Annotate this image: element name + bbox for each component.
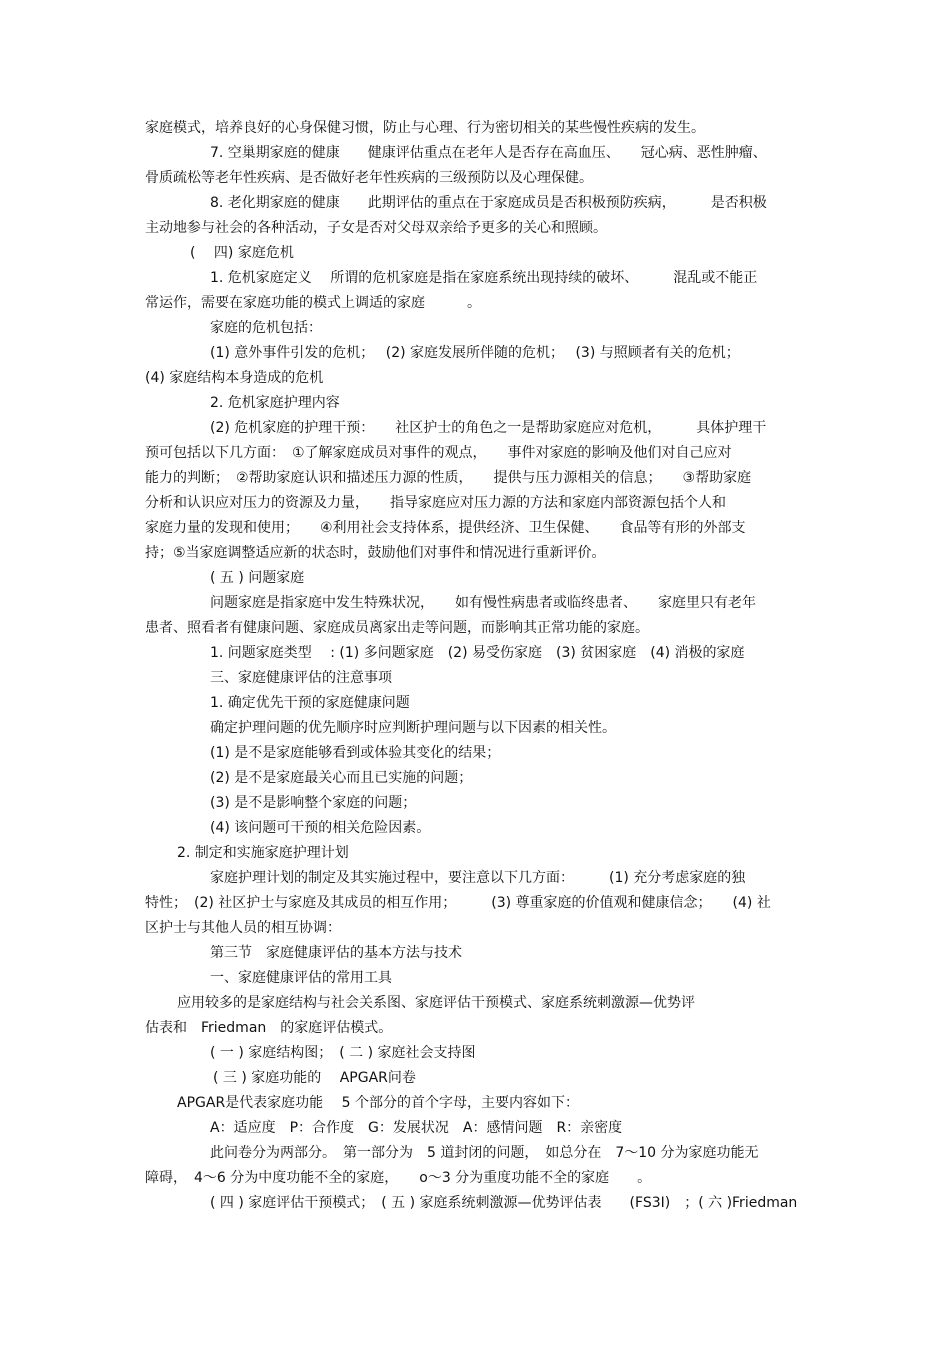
text-line: 1. 问题家庭类型 : (1) 多问题家庭 (2) 易受伤家庭 (3) 贫困家庭 (4) 消极的家庭 (210, 645, 745, 661)
text-line: 1. 危机家庭定义 所谓的危机家庭是指在家庭系统出现持续的破坏、 混乱或不能正 (210, 270, 758, 286)
text-line: ( 一 ) 家庭结构图； ( 二 ) 家庭社会支持图 (210, 1045, 476, 1061)
text-line: APGAR是代表家庭功能 5 个部分的首个字母，主要内容如下： (177, 1095, 579, 1111)
text-line: 家庭的危机包括： (210, 320, 322, 336)
text-line: A：适应度 P：合作度 G：发展状况 A：感情问题 R：亲密度 (210, 1120, 623, 1136)
text-line: 分析和认识应对压力的资源及力量， 指导家庭应对压力源的方法和家庭内部资源包括个人和 (145, 495, 726, 511)
text-line: 特性； (2) 社区护士与家庭及其成员的相互作用； (3) 尊重家庭的价值观和健康信念； (4) 社 (145, 895, 771, 911)
text-line: (4) 该问题可干预的相关危险因素。 (210, 820, 431, 836)
text-line: (1) 是不是家庭能够看到或体验其变化的结果； (210, 745, 501, 761)
section-heading: 三、家庭健康评估的注意事项 (210, 670, 392, 686)
section-heading: ( 四) 家庭危机 (190, 245, 294, 261)
text-line: 家庭模式，培养良好的心身保健习惯，防止与心理、行为密切相关的某些慢性疾病的发生。 (145, 120, 705, 136)
text-line: 2. 危机家庭护理内容 (210, 395, 340, 411)
text-line: 确定护理问题的优先顺序时应判断护理问题与以下因素的相关性。 (210, 720, 616, 736)
text-line: 持；⑤当家庭调整适应新的状态时，鼓励他们对事件和情况进行重新评价。 (145, 545, 606, 561)
text-line: 能力的判断； ②帮助家庭认识和描述压力源的性质， 提供与压力源相关的信息； ③帮助家庭 (145, 470, 752, 486)
text-line: 预可包括以下几方面： ①了解家庭成员对事件的观点， 事件对家庭的影响及他们对自己应对 (145, 445, 732, 461)
text-line: 常运作，需要在家庭功能的模式上调适的家庭 。 (145, 295, 481, 311)
text-line: 1. 确定优先干预的家庭健康问题 (210, 695, 410, 711)
text-line: 骨质疏松等老年性疾病、是否做好老年性疾病的三级预防以及心理保健。 (145, 170, 593, 186)
text-line: 主动地参与社会的各种活动，子女是否对父母双亲给予更多的关心和照顾。 (145, 220, 607, 236)
text-line: (2) 是不是家庭最关心而且已实施的问题； (210, 770, 473, 786)
text-line: 家庭护理计划的制定及其实施过程中，要注意以下几方面： (1) 充分考虑家庭的独 (210, 870, 746, 886)
text-line: 家庭力量的发现和使用； ④利用社会支持体系，提供经济、卫生保健、 食品等有形的外部支 (145, 520, 746, 536)
text-line: 问题家庭是指家庭中发生特殊状况， 如有慢性病患者或临终患者、 家庭里只有老年 (210, 595, 756, 611)
text-line: ( 三 ) 家庭功能的 APGAR问卷 (213, 1070, 416, 1086)
text-line: ( 四 ) 家庭评估干预模式； ( 五 ) 家庭系统刺激源—优势评估表 (FS3I) ；( 六 )Friedman (210, 1195, 798, 1211)
text-line: (2) 危机家庭的护理干预： 社区护士的角色之一是帮助家庭应对危机， 具体护理干 (210, 420, 767, 436)
text-line: 患者、照看者有健康问题、家庭成员离家出走等问题，而影响其正常功能的家庭。 (145, 620, 649, 636)
text-line: 估表和 Friedman 的家庭评估模式。 (145, 1020, 393, 1036)
text-line: 8. 老化期家庭的健康 此期评估的重点在于家庭成员是否积极预防疾病， 是否积极 (210, 195, 767, 211)
text-line: 区护士与其他人员的相互协调： (145, 920, 341, 936)
section-heading: 一、家庭健康评估的常用工具 (210, 970, 392, 986)
text-line: 此问卷分为两部分。 第一部分为 5 道封闭的问题， 如总分在 7～10 分为家庭功能无 (210, 1145, 759, 1161)
text-line: 2. 制定和实施家庭护理计划 (177, 845, 349, 861)
text-line: (4) 家庭结构本身造成的危机 (145, 370, 324, 386)
text-line: 应用较多的是家庭结构与社会关系图、家庭评估干预模式、家庭系统刺激源—优势评 (177, 995, 695, 1011)
text-line: 障碍， 4～6 分为中度功能不全的家庭， o～3 分为重度功能不全的家庭 。 (145, 1170, 652, 1186)
text-line: 7. 空巢期家庭的健康 健康评估重点在老年人是否存在高血压、 冠心病、恶性肿瘤、 (210, 145, 767, 161)
text-line: (3) 是不是影响整个家庭的问题； (210, 795, 417, 811)
section-heading: ( 五 ) 问题家庭 (210, 570, 305, 586)
text-line: (1) 意外事件引发的危机； (2) 家庭发展所伴随的危机； (3) 与照顾者有关的危机； (210, 345, 740, 361)
section-heading: 第三节 家庭健康评估的基本方法与技术 (210, 945, 462, 961)
